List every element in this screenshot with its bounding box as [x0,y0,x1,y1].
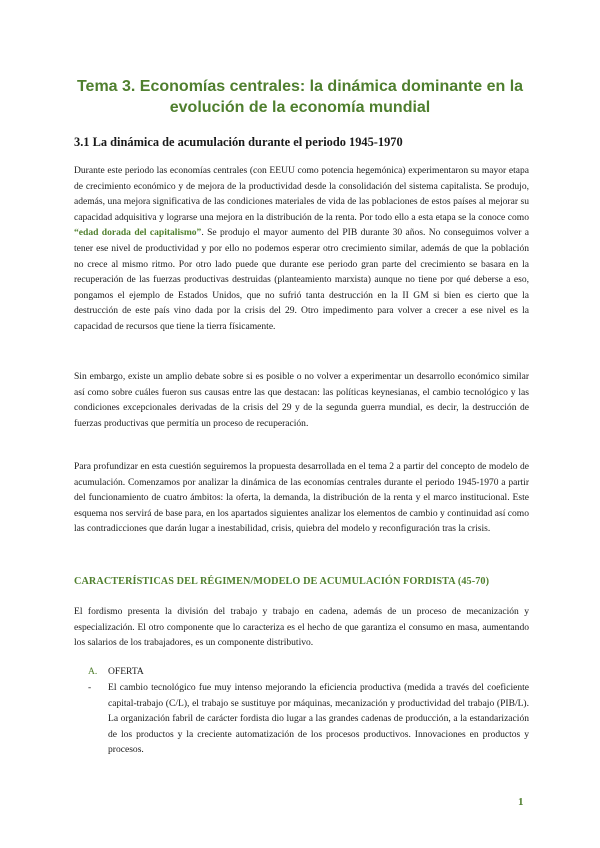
section-heading: 3.1 La dinámica de acumulación durante el periodo 1945-1970 [74,135,403,149]
paragraph-1-before: Durante este periodo las economías centrales (con EEUU como potencia hegemónica) experimentaron su mayor etapa de crecimiento económico y de mejora de la productividad desde la consolidación del sistema capitalista. Se produjo, además, una mejora significativa de las condiciones materiales de vida de las poblaciones de estos países al mejorar su capacidad adquisitiva y lograrse una mejora en la distribución de la renta. Por todo ello a esta etapa se la conoce como [74,165,529,223]
list-marker: A. [88,666,98,677]
paragraph-1 [74,163,529,335]
bullet-marker: - [88,682,92,693]
page-title: Tema 3. Economías centrales: la dinámica dominante en la evolución de la economía mundial [76,78,524,116]
paragraph-1-after: . Se produjo el mayor aumento del PIB durante 30 años. No conseguimos volver a tener ese nivel de productividad y por ello no podemos esperar otro crecimiento similar, además de que la población no crece al mismo ritmo. Por otro lado puede que durante ese periodo gran parte del crecimiento se basara en la recuperación de las fuerzas productivas destruidas (planteamiento marxista) aunque no tiene por qué deberse a eso, pongamos el ejemplo de Estados Unidos, que no sufrió tanta destrucción en la II GM si bien es cierto que la destrucción de este país vino dada por la crisis del 29. Otro impedimento para volver a crecer a ese nivel es la capacidad de recursos que tiene la tierra físicamente. [74,227,529,332]
page-number: 1 [518,796,524,808]
list-heading [88,664,144,680]
list-item: El cambio tecnológico fue muy intenso mejorando la eficiencia productiva (medida a través del coeficiente capital-trabajo (C/L), el trabajo se sustituye por máquinas, mecanización y productividad del trabajo (PIB/L). La organización fabril de carácter fordista dio lugar a las grandes cadenas de producción, a la estandarización de los productos y la creciente automatización de los procesos productivos. Innovaciones en productos y procesos. [108,682,529,756]
subsection-heading: CARACTERÍSTICAS DEL RÉGIMEN/MODELO DE ACUMULACIÓN FORDISTA (45-70) [74,576,490,587]
list-heading-label: OFERTA [108,666,144,677]
highlight-term: “edad dorada del capitalismo” [74,227,202,239]
paragraph-2: Sin embargo, existe un amplio debate sobre si es posible o no volver a experimentar un desarrollo económico similar así como sobre cuáles fueron sus causas entre las que destacan: las políticas keynesianas, el cambio tecnológico y las condiciones excepcionales derivadas de la crisis del 29 y de la segunda guerra mundial, es decir, la destrucción de fuerzas productivas que permitía un proceso de recuperación. [74,371,529,429]
paragraph-3: Para profundizar en esta cuestión seguiremos la propuesta desarrollada en el tema 2 a partir del concepto de modelo de acumulación. Comenzamos por analizar la dinámica de las economías centrales durante el periodo 1945-1970 a partir del funcionamiento de cuatro ámbitos: la oferta, la demanda, la distribución de la renta y el marco institucional. Este esquema nos servirá de base para, en los apartados siguientes analizar los elementos de cambio y continuidad así como las contradicciones que darán lugar a inestabilidad, crisis, quiebra del modelo y reconfiguración tras la crisis. [74,461,529,535]
paragraph-4: El fordismo presenta la división del trabajo y trabajo en cadena, además de un proceso de mecanización y especialización. El otro componente que lo caracteriza es el hecho de que garantiza el consumo en masa, aumentando los salarios de los trabajadores, es un componente distributivo. [74,606,529,649]
